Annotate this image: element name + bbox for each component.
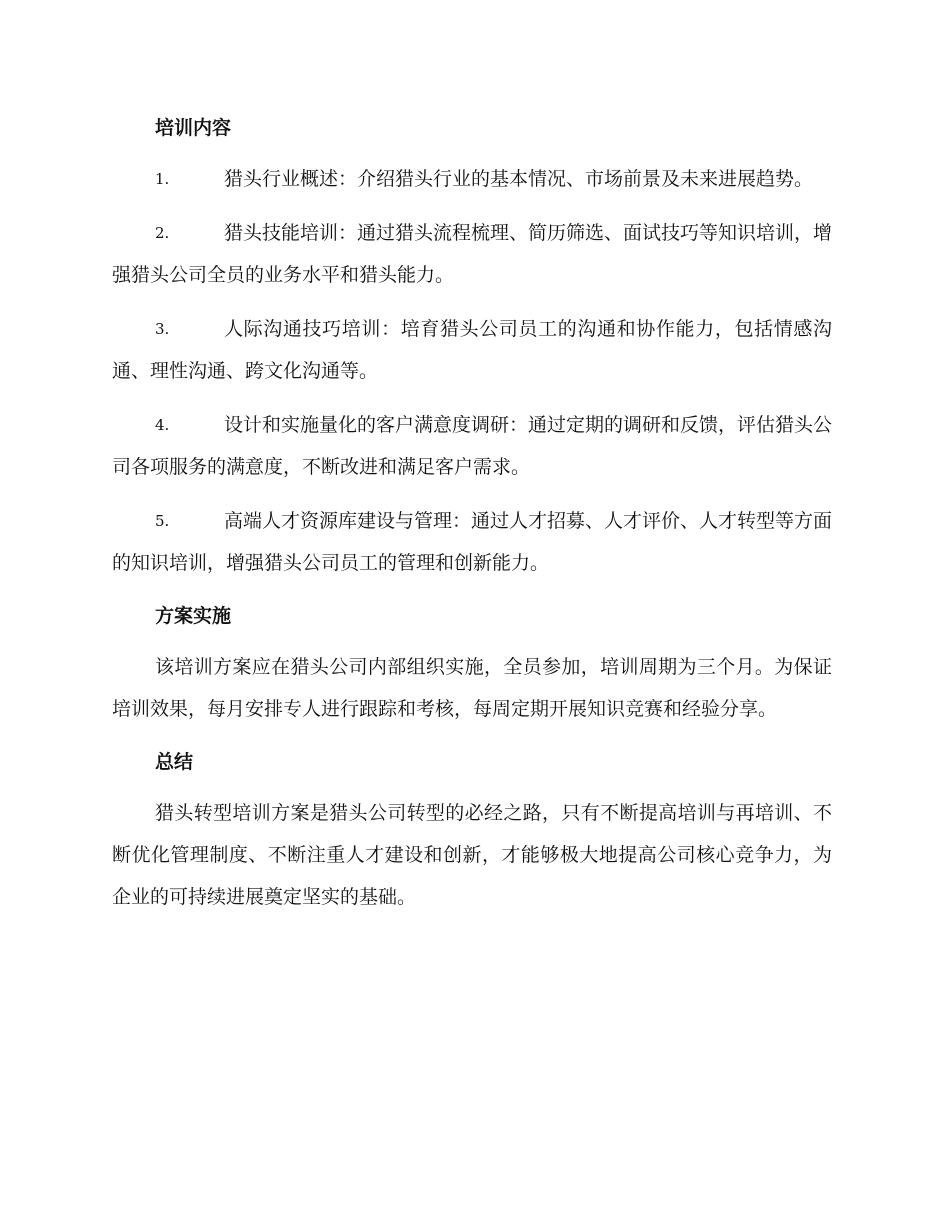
list-item: [112, 308, 832, 392]
list-item: [112, 212, 832, 296]
list-number: 2.: [155, 224, 170, 242]
summary-paragraph: 猎头转型培训方案是猎头公司转型的必经之路，只有不断提高培训与再培训、不断优化管理制度、不断注重人才建设和创新，才能够极大地提高公司核心竞争力，为企业的可持续进展奠定坚实的基础。: [112, 802, 832, 908]
section-heading-summary: 总结: [155, 751, 194, 773]
implementation-paragraph: 该培训方案应在猎头公司内部组织实施，全员参加，培训周期为三个月。为保证培训效果，每月安排专人进行跟踪和考核，每周定期开展知识竞赛和经验分享。: [112, 656, 832, 720]
document-body: [112, 108, 832, 930]
list-item: [112, 158, 832, 200]
list-number: 1.: [155, 170, 170, 188]
list-number: 3.: [155, 320, 170, 338]
list-number: 4.: [155, 416, 170, 434]
list-item: [112, 500, 832, 584]
list-item-text: 高端人才资源库建设与管理：通过人才招募、人才评价、人才转型等方面的知识培训，增强猎头公司员工的管理和创新能力。: [112, 510, 833, 574]
list-item-text: 人际沟通技巧培训：培育猎头公司员工的沟通和协作能力，包括情感沟通、理性沟通、跨文化沟通等。: [112, 318, 832, 382]
list-item: [112, 404, 832, 488]
section-heading-implementation: 方案实施: [155, 605, 232, 627]
list-item-text: 猎头技能培训：通过猎头流程梳理、简历筛选、面试技巧等知识培训，增强猎头公司全员的业务水平和猎头能力。: [112, 222, 833, 286]
list-item-text: 设计和实施量化的客户满意度调研：通过定期的调研和反馈，评估猎头公司各项服务的满意度，不断改进和满足客户需求。: [112, 414, 833, 478]
list-item-text: 猎头行业概述：介绍猎头行业的基本情况、市场前景及未来进展趋势。: [224, 168, 814, 190]
section-heading-training-content: 培训内容: [155, 117, 232, 139]
list-number: 5.: [155, 512, 170, 530]
